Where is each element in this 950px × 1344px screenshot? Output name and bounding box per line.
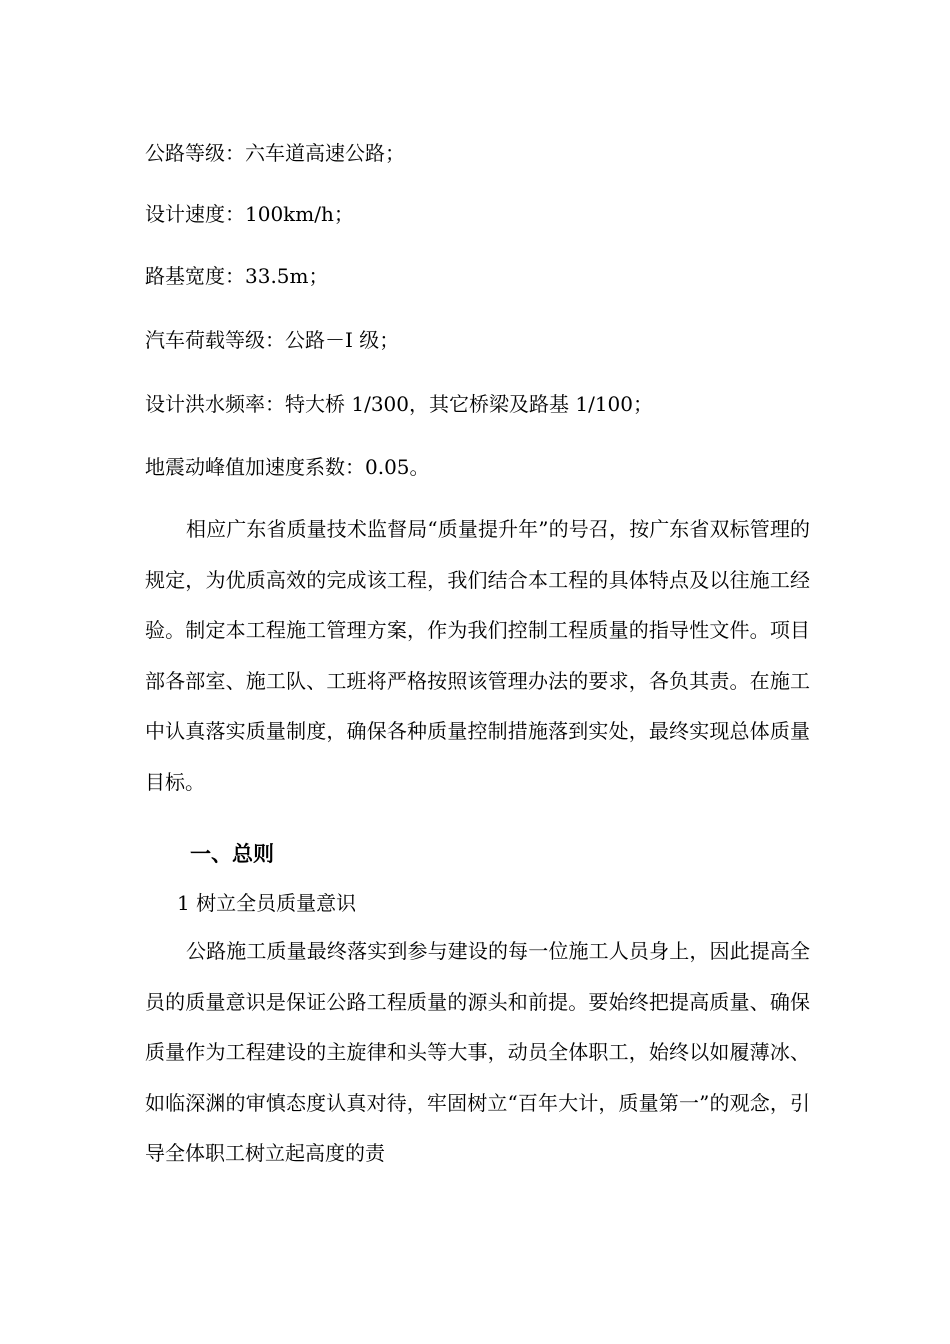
section-subheading: 1 树立全员质量意识 [177,891,357,915]
section-paragraph: 公路施工质量最终落实到参与建设的每一位施工人员身上，因此提高全员的质量意识是保证公路工程质量的源头和前提。要始终把提高质量、确保质量作为工程建设的主旋律和头等大事，动员全体职工，始终以如履薄冰、如临深渊的审慎态度认真对待，牢固树立“百年大计，质量第一”的观念，引导全体职工树立起高度的责 [145,939,810,1165]
spec-road-grade: 公路等级：六车道高速公路； [145,141,405,165]
spec-flood-frequency: 设计洪水频率：特大桥 1/300，其它桥梁及路基 1/100； [145,392,653,416]
spec-seismic-coefficient: 地震动峰值加速度系数：0.05。 [145,455,430,479]
section-heading: 一、总则 [190,841,274,866]
spec-design-speed: 设计速度：100km/h； [145,202,354,226]
intro-paragraph: 相应广东省质量技术监督局“质量提升年”的号召，按广东省双标管理的规定，为优质高效的完成该工程，我们结合本工程的具体特点及以往施工经验。制定本工程施工管理方案，作为我们控制工程质量的指导性文件。项目部各部室、施工队、工班将严格按照该管理办法的要求，各负其责。在施工中认真落实质量制度，确保各种质量控制措施落到实处，最终实现总体质量目标。 [145,517,810,794]
spec-vehicle-load: 汽车荷载等级：公路－I 级； [145,328,400,352]
spec-subgrade-width: 路基宽度：33.5m； [145,264,329,288]
